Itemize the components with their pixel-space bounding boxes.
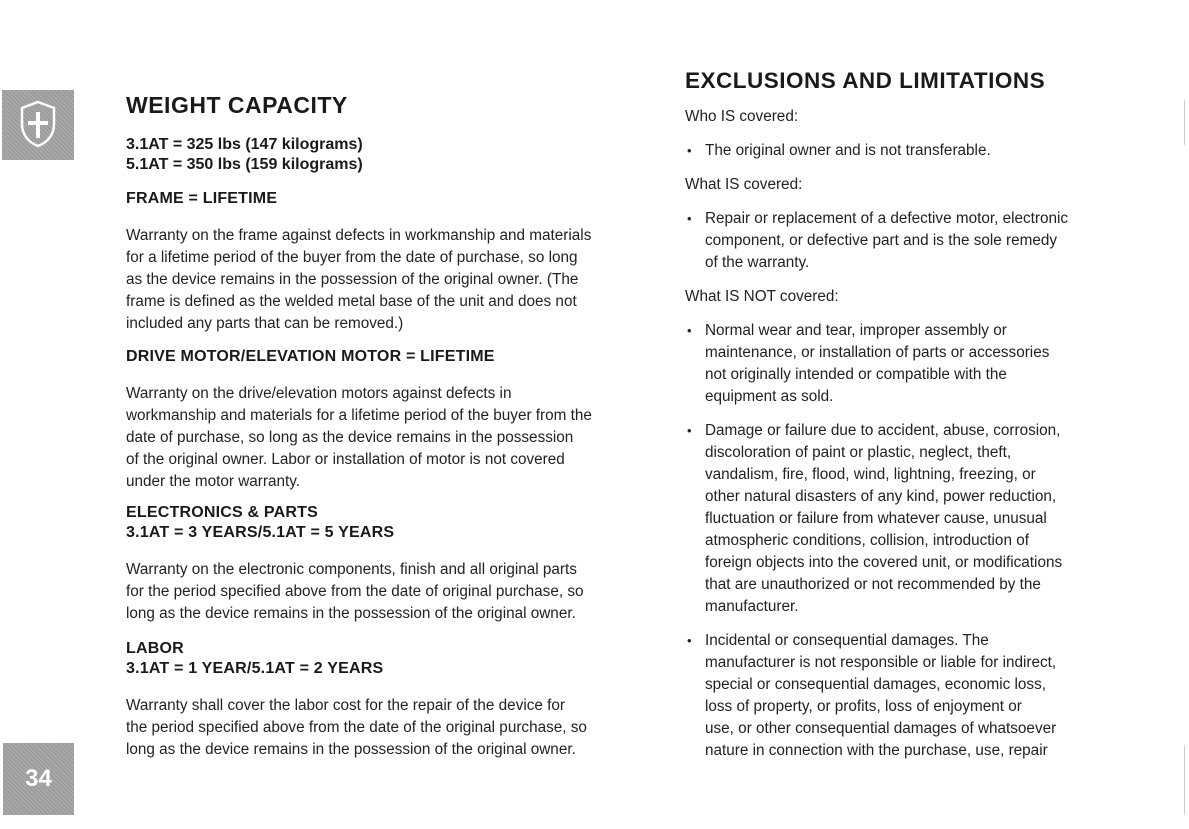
exclusions-column — [685, 68, 1125, 762]
who-covered-list — [685, 140, 1125, 162]
list-item: • Incidental or consequential damages. The manufacturer is not responsible or liable for indirect, special or consequential damages, economic loss, loss of property, or profits, loss of enjoyment or use, or other consequential damages of whatsoever nature in connection with the purchase, use, repair — [685, 630, 1125, 762]
page-number: 34 — [3, 743, 74, 815]
electronics-paragraph: Warranty on the electronic components, finish and all original parts for the period specified above from the date of original purchase, so long as the device remains in the possession of the original owner. — [126, 561, 584, 622]
list-item: • Normal wear and tear, improper assembly or maintenance, or installation of parts or accessories not originally intended or compatible with the equipment as sold. — [685, 320, 1125, 408]
warranty-coverage-column — [126, 92, 666, 761]
edge-divider — [1184, 100, 1185, 145]
list-item: • The original owner and is not transferable. — [685, 140, 1125, 162]
shield-logo-tab — [2, 90, 74, 160]
electronics-term: 3.1AT = 3 YEARS/5.1AT = 5 YEARS — [126, 524, 395, 541]
electronics-heading: ELECTRONICS & PARTS — [126, 504, 318, 521]
exclusions-title: EXCLUSIONS AND LIMITATIONS — [685, 68, 1046, 93]
edge-divider — [1184, 745, 1185, 815]
motor-heading: DRIVE MOTOR/ELEVATION MOTOR = LIFETIME — [126, 348, 495, 365]
what-covered-list — [685, 208, 1125, 274]
labor-paragraph: Warranty shall cover the labor cost for the repair of the device for the period specified above from the date of the original purchase, so long as the device remains in the possession of the original owner. — [126, 697, 587, 758]
labor-term: 3.1AT = 1 YEAR/5.1AT = 2 YEARS — [126, 660, 384, 677]
list-item: • Damage or failure due to accident, abuse, corrosion, discoloration of paint or plastic, neglect, theft, vandalism, fire, flood, wind, lightning, freezing, or other natural disasters of any kind, power reduction, fluctuation or failure from whatever cause, unusual atmospheric conditions, collision, introduction of foreign objects into the covered unit, or modifications that are unauthorized or not recommended by the manufacturer. — [685, 420, 1125, 618]
list-item: • Repair or replacement of a defective motor, electronic component, or defective part and is the sole remedy of the warranty. — [685, 208, 1125, 274]
shield-cross-icon — [20, 100, 56, 148]
who-covered-label: Who IS covered: — [685, 108, 799, 125]
motor-paragraph: Warranty on the drive/elevation motors against defects in workmanship and materials for a lifetime period of the buyer from the date of purchase, so long as the device remains in the possession of the original owner. Labor or installation of motor is not covered under the motor warranty. — [126, 385, 592, 490]
spec-line: 5.1AT = 350 lbs (159 kilograms) — [126, 156, 363, 173]
not-covered-list — [685, 320, 1125, 762]
labor-heading: LABOR — [126, 640, 184, 657]
frame-heading: FRAME = LIFETIME — [126, 190, 278, 207]
frame-paragraph: Warranty on the frame against defects in workmanship and materials for a lifetime period of the buyer from the date of purchase, so long as the device remains in the possession of the original owner. (The frame is defined as the welded metal base of the unit and does not included any parts that can be removed.) — [126, 227, 592, 332]
what-covered-label: What IS covered: — [685, 176, 803, 193]
spec-line: 3.1AT = 325 lbs (147 kilograms) — [126, 136, 363, 153]
weight-capacity-title: WEIGHT CAPACITY — [126, 92, 348, 118]
not-covered-label: What IS NOT covered: — [685, 288, 839, 305]
